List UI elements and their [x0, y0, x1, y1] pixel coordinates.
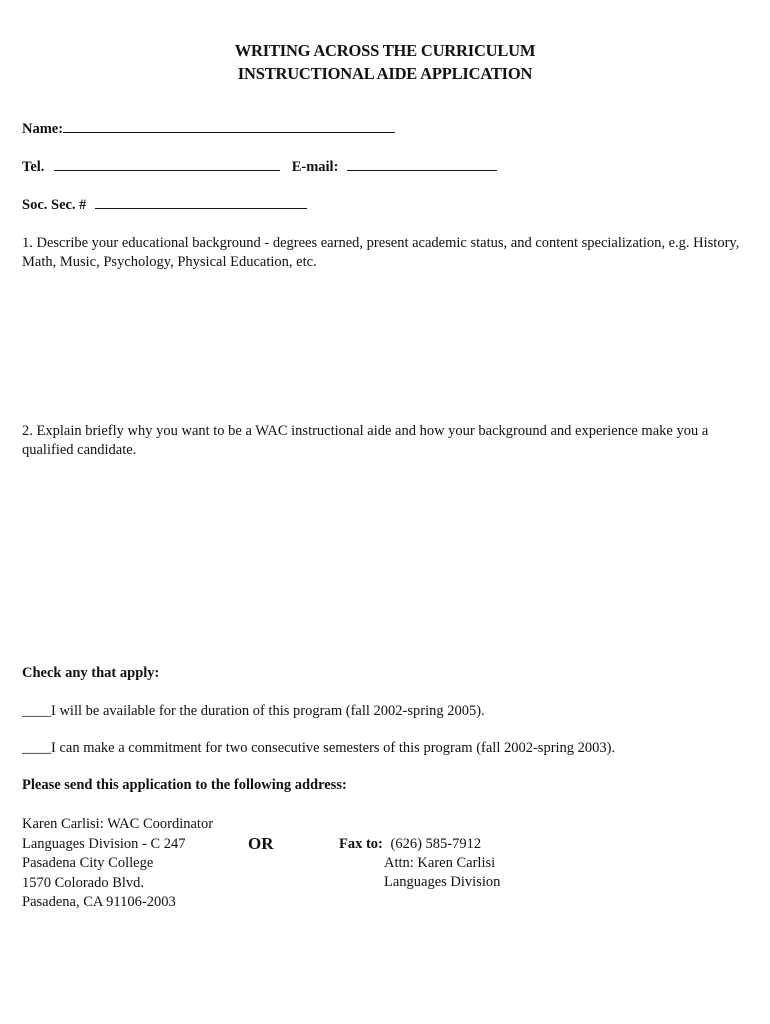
form-title-line1: WRITING ACROSS THE CURRICULUM — [234, 41, 536, 60]
question-2: 2. Explain briefly why you want to be a WAC instructional aide and how your background and experience make you a qualified candidate. — [22, 423, 709, 458]
name-label: Name: — [22, 121, 64, 137]
ssn-label: Soc. Sec. # — [22, 197, 87, 213]
checklist-blank-1[interactable]: ____ — [22, 703, 51, 719]
address-line-4: 1570 Colorado Blvd. — [22, 874, 145, 891]
ssn-blank[interactable] — [95, 207, 307, 209]
address-line-5: Pasadena, CA 91106-2003 — [22, 894, 176, 910]
address-line-1: Karen Carlisi: WAC Coordinator — [22, 816, 214, 832]
checklist-item-1 — [22, 703, 485, 720]
checklist-item-2-text: I can make a commitment for two consecutive semesters of this program (fall 2002-spring 2003). — [51, 740, 616, 756]
tel-blank[interactable] — [54, 169, 280, 171]
question-1: 1. Describe your educational background - degrees earned, present academic status, and content specialization, e.g. History, Math, Music, Psychology, Physical Education, etc. — [22, 235, 740, 270]
address-line-2: Languages Division - C 247 — [22, 835, 186, 852]
email-label: E-mail: — [291, 159, 339, 175]
tel-field-row — [22, 159, 497, 176]
checklist-heading: Check any that apply: — [22, 665, 160, 681]
checklist-item-1-text: I will be available for the duration of this program (fall 2002-spring 2005). — [51, 703, 485, 719]
address-line-3: Pasadena City College — [22, 855, 154, 871]
form-title-line2: INSTRUCTIONAL AIDE APPLICATION — [237, 64, 533, 83]
fax-number: (626) 585-7912 — [390, 836, 482, 852]
fax-attn: Attn: Karen Carlisi — [384, 855, 496, 871]
send-heading: Please send this application to the following address: — [22, 777, 347, 793]
tel-label: Tel. — [22, 159, 45, 175]
checklist-blank-2[interactable]: ____ — [22, 740, 51, 756]
email-blank[interactable] — [347, 169, 497, 171]
mailing-address — [22, 815, 213, 913]
name-field-row — [22, 121, 395, 138]
ssn-field-row — [22, 197, 307, 214]
fax-label: Fax to: — [339, 836, 383, 852]
checklist-item-2 — [22, 740, 615, 757]
fax-line — [339, 836, 481, 853]
name-blank[interactable] — [63, 131, 395, 133]
or-label: OR — [248, 834, 274, 853]
fax-division: Languages Division — [384, 874, 501, 890]
